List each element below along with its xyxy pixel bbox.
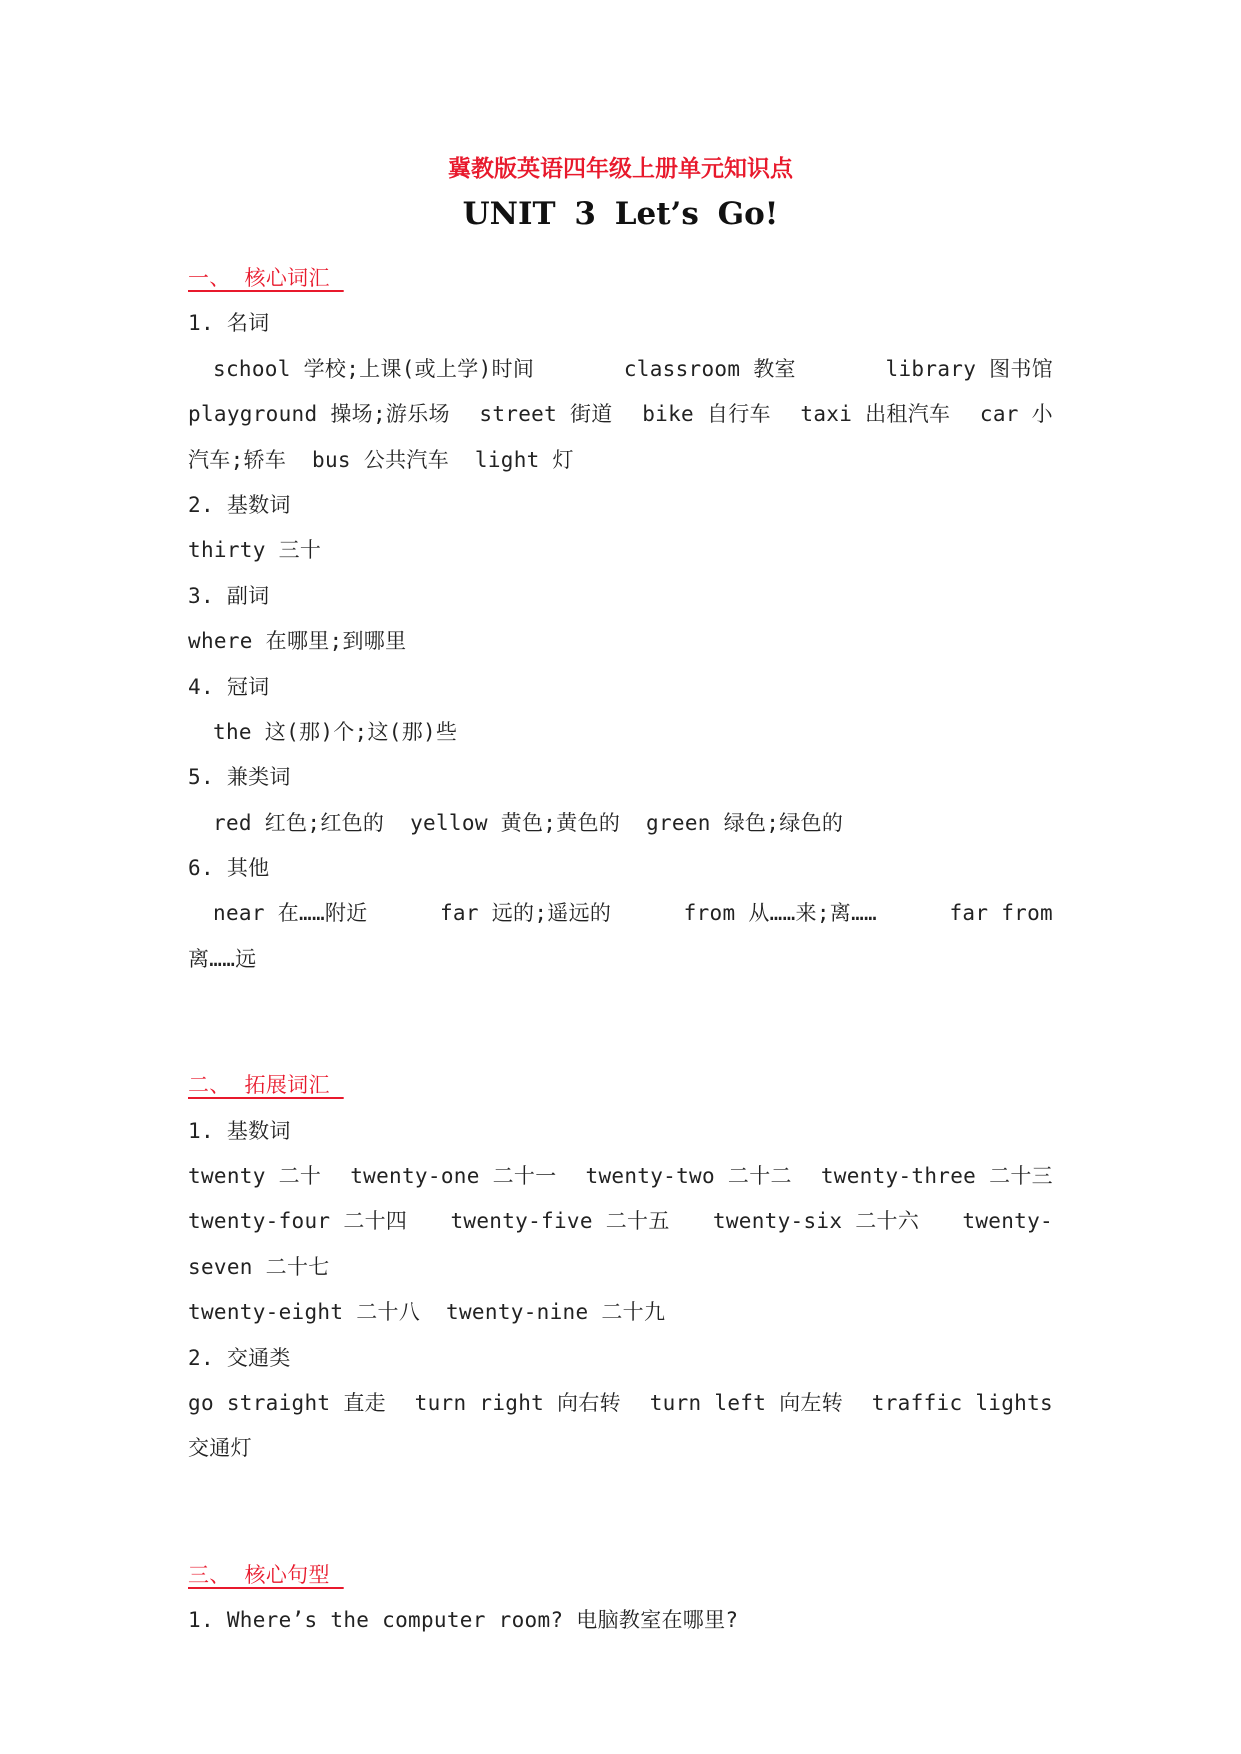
article-line: the 这(那)个;这(那)些 bbox=[213, 719, 458, 744]
vocab-item: school 学校;上课(或上学)时间 bbox=[213, 356, 535, 381]
vocab-item: from 从……来;离…… bbox=[683, 901, 877, 926]
multi-class-label: 5. 兼类词 bbox=[188, 765, 291, 790]
cardinal-line: thirty 三十 bbox=[188, 538, 322, 563]
cardinal-line: seven 二十七 bbox=[188, 1254, 330, 1279]
section-heading: 一、 核心词汇 bbox=[188, 266, 344, 290]
section-core-vocab bbox=[188, 256, 1053, 301]
unit-title: UNIT 3 Let’s Go! bbox=[462, 196, 779, 232]
vocab-item: twenty-six 二十六 bbox=[712, 1209, 920, 1234]
other-line bbox=[188, 891, 1053, 936]
vocab-item: playground 操场;游乐场 bbox=[188, 402, 450, 427]
nouns-line: 汽车;轿车 bus 公共汽车 light 灯 bbox=[188, 447, 574, 472]
vocab-item: taxi 出租汽车 bbox=[800, 402, 951, 427]
vocab-item: go straight 直走 bbox=[188, 1390, 386, 1415]
cardinal-line bbox=[188, 1154, 1053, 1199]
section-heading: 二、 拓展词汇 bbox=[188, 1073, 344, 1098]
vocab-item: twenty-five 二十五 bbox=[450, 1209, 670, 1234]
document-body bbox=[188, 256, 1053, 1644]
document-title: 冀教版英语四年级上册单元知识点 bbox=[448, 156, 793, 182]
cardinal-line bbox=[188, 1199, 1053, 1244]
vocab-item: twenty-four 二十四 bbox=[188, 1209, 408, 1234]
vocab-item: twenty- bbox=[962, 1209, 1053, 1234]
vocab-item: library 图书馆 bbox=[885, 356, 1053, 381]
other-label: 6. 其他 bbox=[188, 856, 270, 881]
article-label: 4. 冠词 bbox=[188, 674, 270, 699]
traffic-line bbox=[188, 1381, 1053, 1426]
section-heading: 三、 核心句型 bbox=[188, 1562, 344, 1587]
nouns-line bbox=[188, 392, 1053, 437]
vocab-item: street 街道 bbox=[479, 402, 613, 427]
cardinal-label: 2. 基数词 bbox=[188, 492, 291, 517]
vocab-item: bike 自行车 bbox=[642, 402, 771, 427]
adverb-line: where 在哪里;到哪里 bbox=[188, 629, 407, 654]
vocab-item: twenty-one 二十一 bbox=[350, 1164, 557, 1189]
vocab-item: traffic lights bbox=[871, 1390, 1053, 1415]
multi-class-line: red 红色;红色的 yellow 黄色;黄色的 green 绿色;绿色的 bbox=[213, 810, 844, 835]
sentence-line: 1. Where’s the computer room? 电脑教室在哪里? bbox=[188, 1608, 739, 1633]
vocab-item: turn right 向右转 bbox=[414, 1390, 621, 1415]
vocab-item: twenty 二十 bbox=[188, 1164, 322, 1189]
section-extended-vocab bbox=[188, 1063, 1053, 1108]
cardinal-label: 1. 基数词 bbox=[188, 1118, 291, 1143]
vocab-item: twenty-three 二十三 bbox=[820, 1164, 1053, 1189]
other-line: 离……远 bbox=[188, 946, 257, 971]
cardinal-line: twenty-eight 二十八 twenty-nine 二十九 bbox=[188, 1300, 666, 1325]
nouns-label: 1. 名词 bbox=[188, 311, 270, 336]
adverb-label: 3. 副词 bbox=[188, 583, 270, 608]
vocab-item: far from bbox=[949, 901, 1053, 926]
vocab-item: near 在……附近 bbox=[213, 901, 368, 926]
vocab-item: classroom 教室 bbox=[623, 356, 796, 381]
vocab-item: far 远的;遥远的 bbox=[439, 901, 612, 926]
vocab-item: car 小 bbox=[979, 402, 1053, 427]
vocab-item: turn left 向左转 bbox=[649, 1390, 844, 1415]
section-core-sentences bbox=[188, 1553, 1053, 1598]
traffic-line: 交通灯 bbox=[188, 1436, 252, 1461]
traffic-label: 2. 交通类 bbox=[188, 1345, 291, 1370]
vocab-item: twenty-two 二十二 bbox=[585, 1164, 792, 1189]
nouns-line bbox=[188, 347, 1053, 392]
